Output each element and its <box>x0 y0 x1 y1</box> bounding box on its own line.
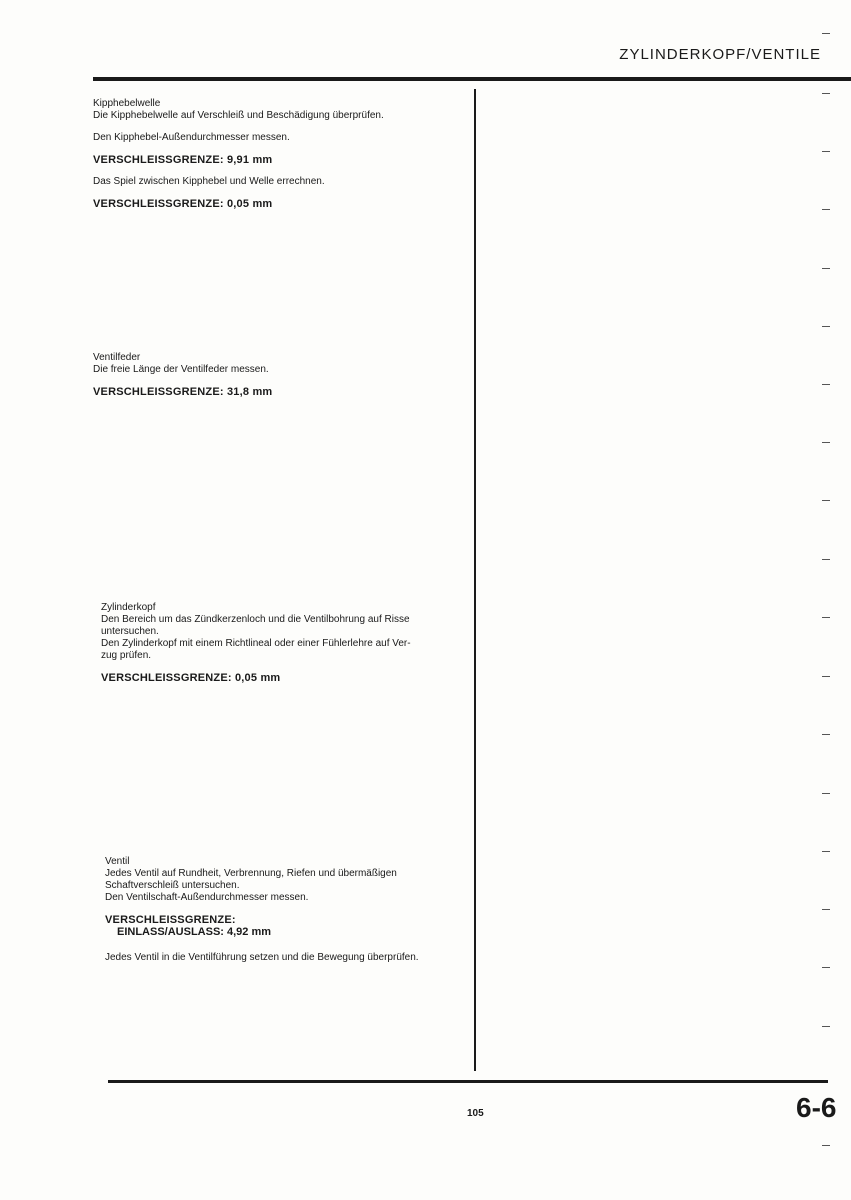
scan-edge-mark <box>822 442 830 443</box>
scan-edge-mark <box>822 209 830 210</box>
body-text: zug prüfen. <box>101 650 152 661</box>
page-title: ZYLINDERKOPF/VENTILE <box>619 46 821 63</box>
scan-edge-mark <box>822 1145 830 1146</box>
wear-limit: VERSCHLEISSGRENZE: <box>105 914 236 926</box>
section-ventilfeder <box>93 352 453 398</box>
wear-limit: VERSCHLEISSGRENZE: 31,8 mm <box>93 386 273 398</box>
body-text: Den Kipphebel-Außendurchmesser messen. <box>93 132 290 143</box>
scan-edge-mark <box>822 93 830 94</box>
wear-limit-value: EINLASS/AUSLASS: 4,92 mm <box>117 926 272 938</box>
page-number: 105 <box>467 1108 484 1119</box>
section-title: Kipphebelwelle <box>93 98 161 109</box>
scan-edge-mark <box>822 151 830 152</box>
scan-edge-mark <box>822 909 830 910</box>
body-text: Den Zylinderkopf mit einem Richtlineal oder einer Fühlerlehre auf Ver- <box>101 638 411 649</box>
wear-limit: VERSCHLEISSGRENZE: 9,91 mm <box>93 154 273 166</box>
body-text: Die Kipphebelwelle auf Verschleiß und Beschädigung überprüfen. <box>93 110 384 121</box>
section-number: 6-6 <box>796 1092 837 1123</box>
scan-edge-mark <box>822 384 830 385</box>
scan-edge-mark <box>822 268 830 269</box>
body-text: Den Bereich um das Zündkerzenloch und die Ventilbohrung auf Risse <box>101 614 410 625</box>
section-ventil <box>105 856 470 964</box>
section-title: Ventil <box>105 856 130 867</box>
body-text: Jedes Ventil in die Ventilführung setzen und die Bewegung überprüfen. <box>105 952 419 963</box>
body-text: Den Ventilschaft-Außendurchmesser messen. <box>105 892 309 903</box>
scan-edge-mark <box>822 617 830 618</box>
body-text: Jedes Ventil auf Rundheit, Verbrennung, Riefen und übermäßigen <box>105 868 397 879</box>
section-title: Zylinderkopf <box>101 602 156 613</box>
scan-edge-mark <box>822 1026 830 1027</box>
section-title: Ventilfeder <box>93 352 141 363</box>
wear-limit: VERSCHLEISSGRENZE: 0,05 mm <box>101 672 281 684</box>
body-text: Das Spiel zwischen Kipphebel und Welle errechnen. <box>93 176 325 187</box>
scan-edge-mark <box>822 500 830 501</box>
scan-edge-mark <box>822 559 830 560</box>
section-kipphebelwelle <box>93 98 453 210</box>
scan-edge-mark <box>822 793 830 794</box>
top-rule <box>93 77 851 81</box>
body-text: untersuchen. <box>101 626 159 637</box>
bottom-rule <box>108 1080 828 1083</box>
body-text: Die freie Länge der Ventilfeder messen. <box>93 364 269 375</box>
section-zylinderkopf <box>101 602 466 684</box>
scan-edge-mark <box>822 33 830 34</box>
scan-edge-mark <box>822 967 830 968</box>
body-text: Schaftverschleiß untersuchen. <box>105 880 240 891</box>
scan-edge-mark <box>822 851 830 852</box>
scan-edge-mark <box>822 676 830 677</box>
column-divider <box>474 89 476 1071</box>
scan-edge-mark <box>822 734 830 735</box>
scan-edge-mark <box>822 326 830 327</box>
wear-limit: VERSCHLEISSGRENZE: 0,05 mm <box>93 198 273 210</box>
